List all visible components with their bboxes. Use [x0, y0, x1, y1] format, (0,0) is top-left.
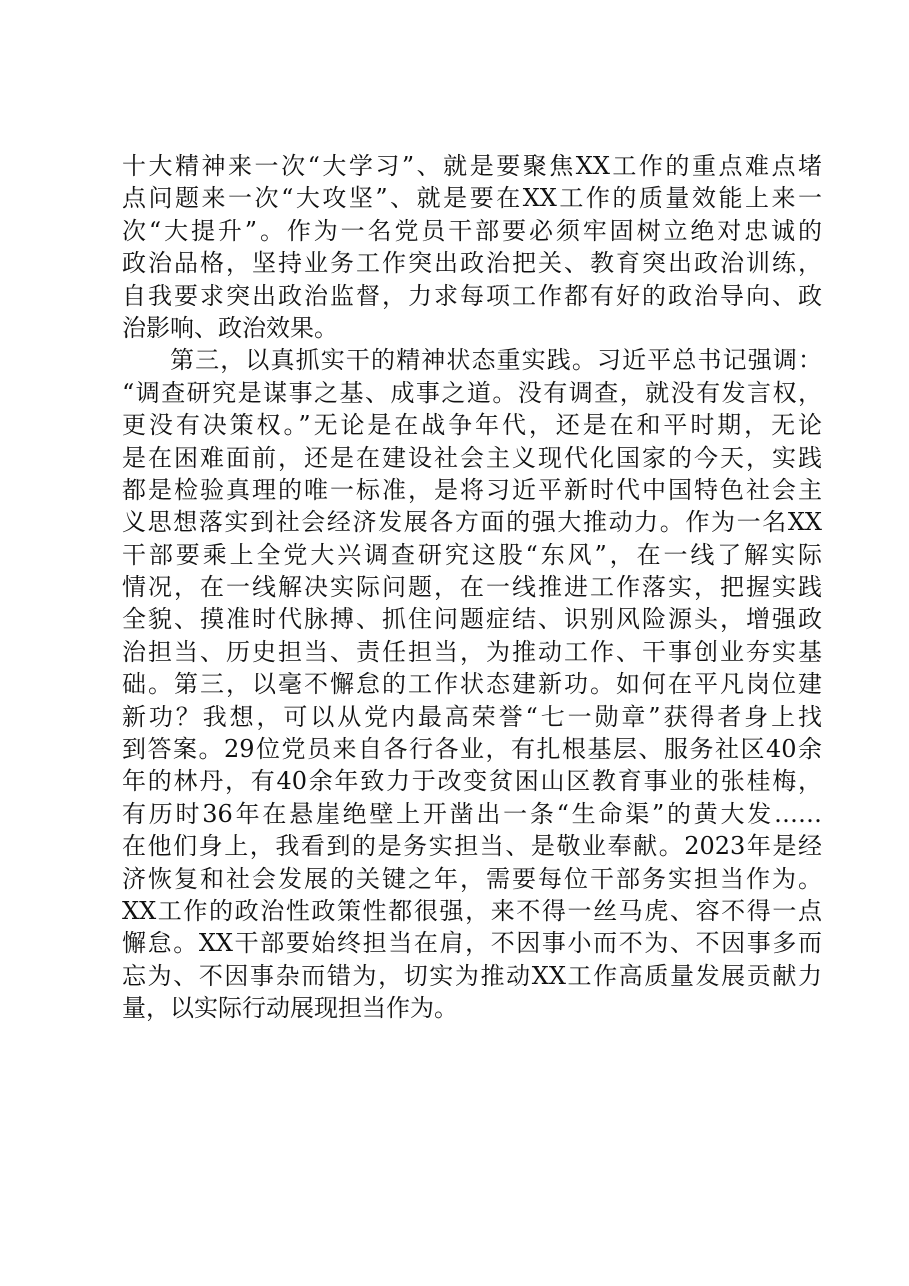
text-line: 到答案。29位党员来自各行各业，有扎根基层、服务社区40余	[122, 735, 822, 764]
body-text	[122, 150, 822, 1025]
text-line: 都是检验真理的唯一标准，是将习近平新时代中国特色社会主	[122, 475, 822, 504]
text-line: 点问题来一次“大攻坚”、就是要在XX工作的质量效能上来一	[122, 184, 822, 213]
text-line: XX工作的政治性政策性都很强，来不得一丝马虎、容不得一点	[122, 896, 822, 925]
text-line: 义思想落实到社会经济发展各方面的强大推动力。作为一名XX	[122, 508, 822, 537]
text-line: 十大精神来一次“大学习”、就是要聚焦XX工作的重点难点堵	[122, 152, 822, 180]
text-line: 量，以实际行动展现担当作为。	[122, 994, 458, 1023]
text-line: 政治品格，坚持业务工作突出政治把关、教育突出政治训练，	[122, 249, 822, 278]
paragraph-first-line: 第三，以真抓实干的精神状态重实践。习近平总书记强调：	[170, 346, 822, 375]
text-line: 有历时36年在悬崖绝壁上开凿出一条“生命渠”的黄大发……	[122, 799, 822, 828]
text-line: 次“大提升”。作为一名党员干部要必须牢固树立绝对忠诚的	[122, 216, 822, 245]
text-line: 治影响、政治效果。	[122, 313, 338, 342]
text-line: “调查研究是谋事之基、成事之道。没有调查，就没有发言权，	[122, 378, 822, 407]
text-line: 情况，在一线解决实际问题，在一线推进工作落实，把握实践	[122, 573, 822, 602]
text-line: 济恢复和社会发展的关键之年，需要每位干部务实担当作为。	[122, 864, 822, 893]
text-line: 础。第三，以毫不懈怠的工作状态建新功。如何在平凡岗位建	[122, 670, 822, 699]
text-line: 忘为、不因事杂而错为，切实为推动XX工作高质量发展贡献力	[122, 961, 822, 990]
text-line: 全貌、摸准时代脉搏、抓住问题症结、识别风险源头，增强政	[122, 605, 822, 634]
text-line: 新功？我想，可以从党内最高荣誉“七一勋章”获得者身上找	[122, 702, 822, 731]
text-line: 治担当、历史担当、责任担当，为推动工作、干事创业夯实基	[122, 637, 822, 666]
text-line: 年的林丹，有40余年致力于改变贫困山区教育事业的张桂梅，	[122, 767, 822, 796]
text-line: 是在困难面前，还是在建设社会主义现代化国家的今天，实践	[122, 443, 822, 472]
text-line: 自我要求突出政治监督，力求每项工作都有好的政治导向、政	[122, 281, 822, 310]
text-line: 在他们身上，我看到的是务实担当、是敬业奉献。2023年是经	[122, 832, 822, 861]
text-line: 懈怠。XX干部要始终担当在肩，不因事小而不为、不因事多而	[122, 929, 822, 958]
text-line: 更没有决策权。”无论是在战争年代，还是在和平时期，无论	[122, 411, 822, 440]
text-line: 干部要乘上全党大兴调查研究这股“东风”，在一线了解实际	[122, 540, 822, 569]
